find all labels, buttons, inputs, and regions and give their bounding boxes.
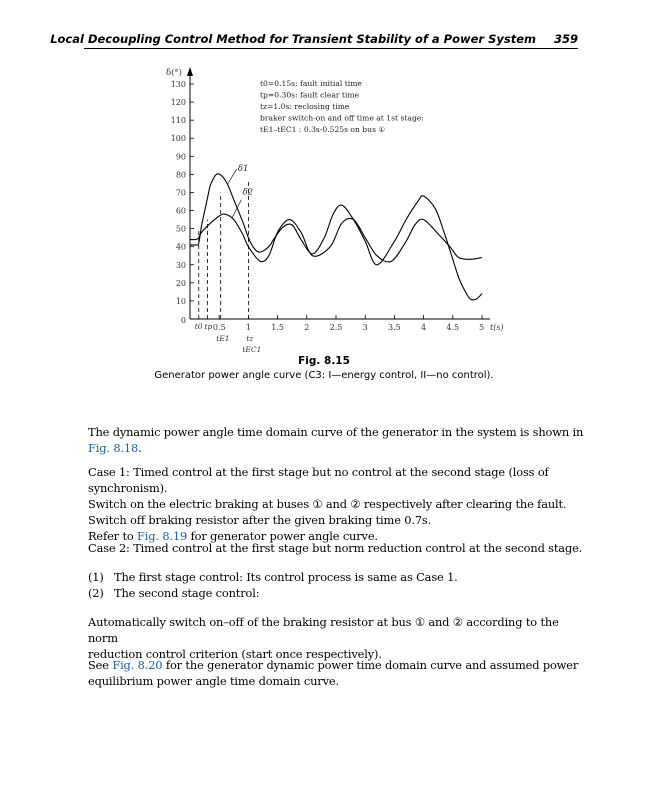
case1-refer-post: for generator power angle curve. [187, 529, 378, 543]
running-header [50, 30, 578, 49]
figure-label: Fig. 8.15 [298, 355, 350, 367]
y-tick-label: 30 [175, 260, 186, 270]
list-number: (1) [88, 570, 104, 584]
chart-annotation: braker switch-on and off time at 1st stage: [260, 113, 424, 123]
x-tick-label: 1 [245, 323, 251, 332]
intro-end: . [138, 441, 142, 455]
fig-8-20-link[interactable]: Fig. 8.20 [112, 658, 163, 672]
see-pre: See [88, 658, 113, 672]
paragraph-auto [88, 614, 588, 662]
y-tick-label: 80 [175, 170, 186, 180]
y-tick-label: 70 [175, 188, 186, 198]
chart-annotation: tp=0.30s: fault clear time [260, 90, 360, 100]
paragraph-see [88, 657, 588, 689]
x-tick-label: 5 [479, 323, 485, 332]
y-tick-label: 10 [175, 296, 186, 306]
x-tick-label: 4.5 [446, 323, 460, 332]
series-label-delta2: δ2 [242, 187, 254, 198]
list-item [88, 585, 588, 601]
chart-annotations [260, 79, 424, 134]
y-tick-label: 60 [175, 206, 186, 216]
series-line-delta2 [190, 214, 482, 262]
y-tick-label: 120 [170, 98, 186, 108]
case2-text: Case 2: Timed control at the first stage but norm reduction control at the second stage. [88, 541, 583, 555]
list-number: (2) [88, 586, 104, 600]
y-axis-arrow [187, 67, 193, 76]
case1-line3: Switch off braking resistor after the given braking time 0.7s. [88, 513, 432, 527]
x-tick-label: 2 [304, 323, 310, 332]
x-tick-label: 4 [421, 323, 427, 332]
running-title: Local Decoupling Control Method for Transient Stability of a Power System [50, 32, 536, 46]
list-text: The second stage control: [114, 586, 260, 600]
y-tick-label: 110 [170, 116, 186, 126]
fig-8-19-link[interactable]: Fig. 8.19 [137, 529, 188, 543]
series-leader-delta1 [228, 169, 237, 183]
x-tick-label: 3.5 [388, 323, 401, 332]
chart-series [190, 169, 482, 300]
case1-line2: Switch on the electric braking at buses ① and ② respectively after clearing the fault. [88, 497, 567, 511]
power-angle-chart [150, 58, 520, 354]
list-text: The first stage control: Its control process is same as Case 1. [114, 570, 458, 584]
marker-label-tp: tp [204, 322, 213, 331]
page-number: 359 [553, 32, 578, 46]
y-axis-label: δ(°) [166, 68, 182, 78]
marker-label-t0: t0 [194, 322, 203, 331]
y-tick-label: 40 [175, 242, 186, 252]
paragraph-case2 [88, 540, 588, 556]
figure-caption: Generator power angle curve (C3: I—energy control, II—no control). [154, 370, 494, 381]
case1-line1: Case 1: Timed control at the first stage but no control at the second stage (loss of synchronism). [88, 465, 549, 495]
case1-refer: Refer to [88, 529, 138, 543]
chart-annotation: t0=0.15s: fault initial time [260, 79, 362, 88]
list-item [88, 569, 588, 585]
series-label-delta1: δ1 [237, 163, 249, 174]
chart-annotation: tz=1.0s: reclosing time [260, 102, 350, 111]
y-tick-label: 100 [170, 134, 186, 144]
see-line2: equilibrium power angle time domain curve. [88, 674, 339, 688]
numbered-list [88, 569, 588, 601]
y-tick-label: 90 [175, 152, 186, 162]
x-tick-label: 3 [362, 323, 368, 332]
marker-label-tz: tz [246, 334, 254, 343]
origin-label: 0 [180, 316, 186, 325]
marker-label-tec1: tEC1 [242, 345, 262, 354]
x-tick-label: 2.5 [329, 323, 343, 332]
x-axis-label: t(s) [490, 323, 504, 332]
y-tick-label: 50 [175, 224, 186, 234]
intro-text: The dynamic power angle time domain curve of the generator in the system is shown in [88, 425, 584, 439]
paragraph-case1 [88, 464, 588, 544]
chart-annotation: tE1–tEC1 : 0.3s-0.525s on bus ① [260, 125, 386, 134]
x-tick-label: 0.5 [212, 323, 226, 332]
y-tick-label: 20 [175, 278, 186, 288]
y-tick-label: 130 [170, 80, 186, 89]
x-tick-label: 1.5 [271, 323, 284, 332]
marker-label-te1: tE1 [216, 334, 230, 343]
see-post: for the generator dynamic power time domain curve and assumed power [162, 658, 579, 672]
fig-8-18-link[interactable]: Fig. 8.18 [88, 441, 139, 455]
auto-line2: reduction control criterion (start once respectively). [88, 647, 382, 661]
paragraph-intro [88, 424, 588, 456]
auto-line1: Automatically switch on–off of the braking resistor at bus ① and ② according to the norm [88, 615, 559, 645]
